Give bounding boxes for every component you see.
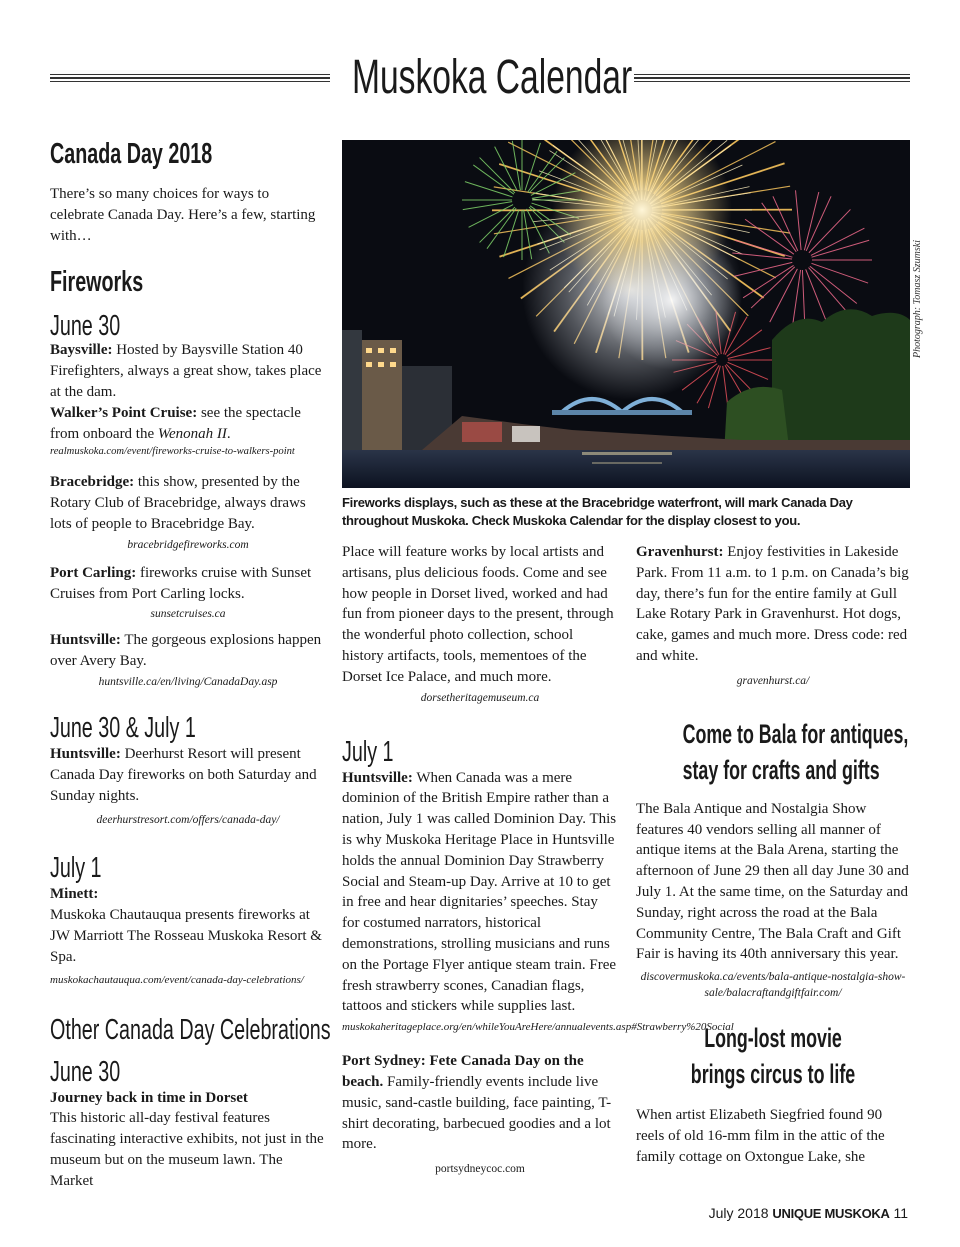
portsydney-url[interactable]: portsydneycoc.com [435, 1163, 525, 1176]
bala-text: The Bala Antique and Nostalgia Show features 40 vendors selling all manner of antique items at the Bala Arena, starting the afternoon of June 29 then all day June 30 and July 1. At the same time, on the Saturday and Sunday, right across the road at the Bala Community Centre, The Bala Craft and Gift Fair is having its 40th anniversary this year. [636, 800, 909, 963]
deerhurst-entry: Huntsville: Deerhurst Resort will present Canada Day fireworks on both Saturday and Sunday nights. [50, 745, 317, 804]
fireworks-photo [342, 140, 910, 488]
other-celebrations-heading: Other Canada Day Celebrations [50, 1013, 331, 1046]
middle-column [342, 542, 734, 1177]
portcarling-url[interactable]: sunsetcruises.ca [150, 608, 226, 621]
right-column [636, 542, 910, 1168]
bracebridge-entry: Bracebridge: this show, presented by the Rotary Club of Bracebridge, always draws lots of people to Bracebridge Bay. [50, 474, 306, 532]
dorset-label: Journey back in time in Dorset [50, 1089, 248, 1106]
walkers-entry: Walker’s Point Cruise: see the spectacle from onboard the Wenonah II. [50, 404, 301, 442]
page-title: Muskoka Calendar [352, 51, 633, 104]
dorset-url[interactable]: dorsetheritagemuseum.ca [420, 691, 540, 704]
portcarling-entry: Port Carling: fireworks cruise with Sunset Cruises from Port Carling locks. [50, 564, 312, 602]
mhp-url[interactable]: muskokaheritageplace.org/en/whileYouAreHere/annualevents.asp#Strawberry%20Social [342, 1021, 734, 1034]
minett-label: Minett: [50, 886, 99, 903]
canada-day-heading: Canada Day 2018 [50, 138, 213, 170]
footer-issue: July 2018 [708, 1205, 769, 1221]
footer-page-number: 11 [893, 1205, 908, 1221]
photo-caption: Fireworks displays, such as these at the Bracebridge waterfront, will mark Canada Day throughout Muskoka. Check Muskoka Calendar for the display closest to you. [342, 495, 853, 528]
bala-url[interactable]: discovermuskoka.ca/events/bala-antique-nostalgia-show-sale/balacraftandgiftfair.com/ [640, 971, 906, 1000]
june30-july1-heading: June 30 & July 1 [50, 711, 196, 744]
portsydney-entry: Port Sydney: Fete Canada Day on the beach. Family-friendly events include live music, sand-castle building, face painting, T-shirt decorating, barbecued goodies and a lot more. [342, 1053, 612, 1153]
minett-text: Muskoka Chautauqua presents fireworks at JW Marriott The Rosseau Muskoka Resort & Spa. [50, 907, 322, 965]
june30-heading: June 30 [50, 310, 121, 343]
minett-url[interactable]: muskokachautauqua.com/event/canada-day-celebrations/ [50, 973, 304, 986]
header-rule-right [634, 74, 910, 82]
photo-credit: Photograph: Tomasz Szumski [912, 240, 923, 358]
baysville-entry: Baysville: Hosted by Baysville Station 40 Firefighters, always a great show, takes place at the dam. [50, 342, 322, 400]
intro-text: There’s so many choices for ways to celebrate Canada Day. Here’s a few, starting with… [50, 186, 316, 244]
dorset-text: This historic all-day festival features fascinating interactive exhibits, not just in the museum but on the museum lawn. The Market [50, 1110, 324, 1189]
left-column [50, 138, 331, 1192]
fireworks-illustration [342, 140, 910, 488]
gravenhurst-url[interactable]: gravenhurst.ca/ [736, 674, 810, 687]
huntsville-url[interactable]: huntsville.ca/en/living/CanadaDay.asp [98, 675, 278, 688]
huntsville-entry: Huntsville: The gorgeous explosions happen over Avery Bay. [50, 632, 322, 670]
movie-text: When artist Elizabeth Siegfried found 90 reels of old 16-mm film in the attic of the family cottage on Oxtongue Lake, she [636, 1107, 885, 1165]
footer-magazine: UNIQUE MUSKOKA [772, 1206, 890, 1221]
fireworks-heading: Fireworks [50, 266, 144, 299]
walkers-url[interactable]: realmuskoka.com/event/fireworks-cruise-to-walkers-point [50, 446, 295, 458]
bala-heading: Come to Bala for antiques, stay for crafts and gifts [682, 718, 909, 785]
page-footer [709, 1205, 908, 1221]
mhp-entry: Huntsville: When Canada was a mere dominion of the British Empire rather than a nation, July 1 was called Dominion Day. This is why Muskoka Heritage Place in Huntsville holds the annual Dominion Day Strawberry Social and Steam-up Day. Arrive at 10 to get in free and hear dignitaries’ speeches. Stay for costumed narrators, historical demonstrations, strolling musicians and runs on the Portage Flyer antique steam train. Free fresh strawberry scones, Canadian flags, tattoos and stickers while supplies last. [342, 769, 617, 1015]
july1-heading-mid: July 1 [342, 735, 394, 768]
july1-heading-left: July 1 [50, 852, 102, 885]
bracebridge-url[interactable]: bracebridgefireworks.com [127, 538, 249, 551]
gravenhurst-entry: Gravenhurst: Enjoy festivities in Lakeside Park. From 11 a.m. to 1 p.m. on Canada’s big day, there’s fun for the entire family at Gull Lake Rotary Park in Gravenhurst. Hot dogs, cake, games and much more. Dress code: red and white. [636, 544, 909, 664]
header-rule-left [50, 74, 330, 82]
dorset-continued: Place will feature works by local artists and artisans, plus delicious foods. Come and see how people in Dorset lived, worked and had fun from pioneer days to the present, through the wonderful photo collection, school history artifacts, tools, mementoes of the Dorset Ice Palace, and much more. [342, 544, 614, 685]
deerhurst-url[interactable]: deerhurstresort.com/offers/canada-day/ [96, 814, 280, 827]
movie-heading: Long-lost movie brings circus to life [690, 1023, 856, 1090]
other-june30-heading: June 30 [50, 1055, 121, 1088]
